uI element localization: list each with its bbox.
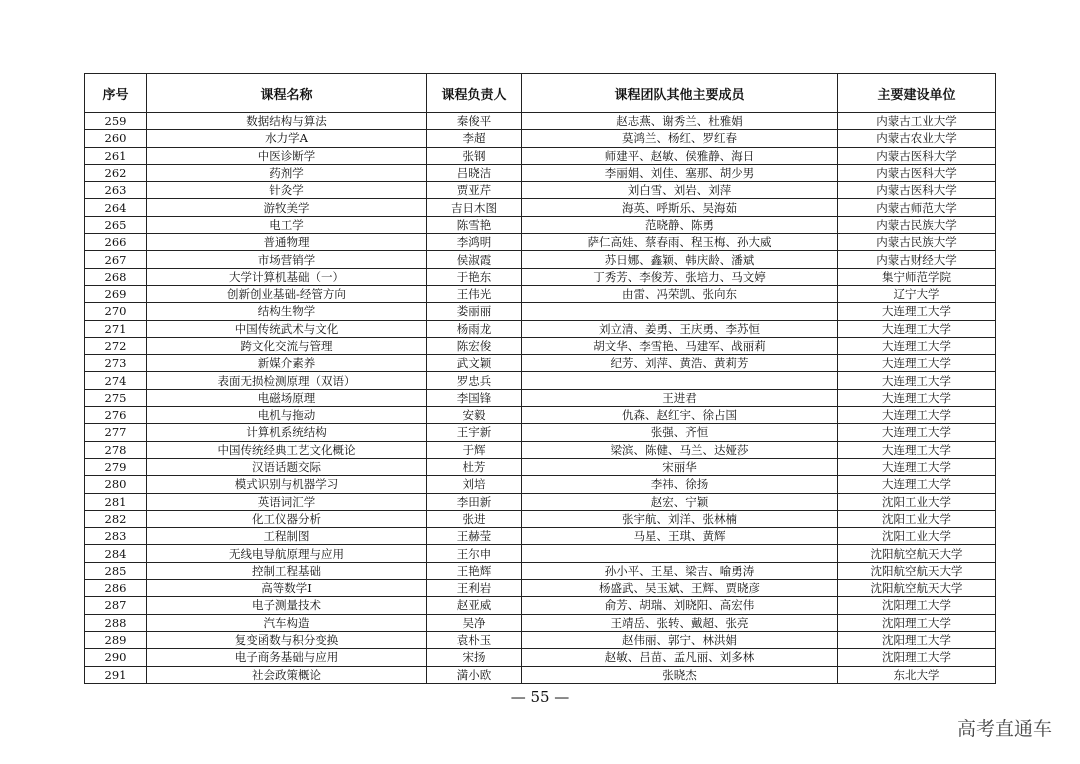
cell-course-name: 大学计算机基础（一）: [147, 268, 427, 285]
cell-institution: 内蒙古医科大学: [838, 164, 996, 181]
table-row: [85, 251, 996, 268]
cell-team-members: 刘立清、姜勇、王庆勇、李苏恒: [522, 320, 838, 337]
cell-serial: 286: [85, 580, 147, 597]
table-row: [85, 355, 996, 372]
cell-institution: 内蒙古财经大学: [838, 251, 996, 268]
header-institution: 主要建设单位: [838, 74, 996, 113]
cell-team-members: 张强、齐恒: [522, 424, 838, 441]
cell-serial: 285: [85, 562, 147, 579]
table-row: [85, 476, 996, 493]
course-table: [84, 73, 996, 684]
cell-team-members: 宋丽华: [522, 458, 838, 475]
cell-serial: 260: [85, 130, 147, 147]
cell-institution: 大连理工大学: [838, 389, 996, 406]
cell-team-members: 张晓杰: [522, 666, 838, 683]
table-row: [85, 528, 996, 545]
table-row: [85, 285, 996, 302]
table-row: [85, 545, 996, 562]
cell-serial: 290: [85, 649, 147, 666]
cell-course-lead: 陈雪艳: [427, 216, 522, 233]
cell-team-members: 马星、王琪、黄辉: [522, 528, 838, 545]
cell-team-members: 胡文华、李雪艳、马建军、战丽莉: [522, 337, 838, 354]
table-header-row: [85, 74, 996, 113]
cell-course-lead: 陈宏俊: [427, 337, 522, 354]
cell-course-name: 高等数学Ⅰ: [147, 580, 427, 597]
cell-course-name: 针灸学: [147, 182, 427, 199]
cell-institution: 大连理工大学: [838, 320, 996, 337]
cell-team-members: 师建平、赵敏、侯雅静、海日: [522, 147, 838, 164]
cell-course-lead: 杜芳: [427, 458, 522, 475]
cell-course-lead: 王伟光: [427, 285, 522, 302]
cell-team-members: 苏日娜、鑫颖、韩庆龄、潘斌: [522, 251, 838, 268]
cell-serial: 280: [85, 476, 147, 493]
table-row: [85, 458, 996, 475]
cell-serial: 264: [85, 199, 147, 216]
page-number: — 55 —: [510, 688, 570, 706]
cell-institution: 沈阳理工大学: [838, 614, 996, 631]
cell-serial: 266: [85, 234, 147, 251]
cell-course-name: 工程制图: [147, 528, 427, 545]
table-row: [85, 372, 996, 389]
cell-serial: 283: [85, 528, 147, 545]
cell-institution: 大连理工大学: [838, 424, 996, 441]
cell-institution: 集宁师范学院: [838, 268, 996, 285]
cell-team-members: 李祎、徐扬: [522, 476, 838, 493]
cell-institution: 沈阳航空航天大学: [838, 562, 996, 579]
cell-course-name: 电机与拖动: [147, 407, 427, 424]
table-row: [85, 303, 996, 320]
cell-course-lead: 袁朴玉: [427, 631, 522, 648]
cell-serial: 262: [85, 164, 147, 181]
cell-course-name: 模式识别与机器学习: [147, 476, 427, 493]
cell-course-lead: 李国锋: [427, 389, 522, 406]
cell-serial: 272: [85, 337, 147, 354]
cell-institution: 内蒙古工业大学: [838, 113, 996, 130]
table-row: [85, 424, 996, 441]
cell-institution: 沈阳理工大学: [838, 649, 996, 666]
table-row: [85, 199, 996, 216]
cell-course-lead: 王利岩: [427, 580, 522, 597]
table-row: [85, 562, 996, 579]
cell-course-lead: 王尔申: [427, 545, 522, 562]
cell-team-members: 范晓静、陈勇: [522, 216, 838, 233]
cell-team-members: [522, 303, 838, 320]
cell-team-members: 张宇航、刘洋、张林楠: [522, 510, 838, 527]
cell-institution: 沈阳理工大学: [838, 631, 996, 648]
cell-team-members: 仇森、赵红宇、徐占国: [522, 407, 838, 424]
cell-institution: 东北大学: [838, 666, 996, 683]
cell-serial: 287: [85, 597, 147, 614]
cell-course-lead: 杨雨龙: [427, 320, 522, 337]
table-row: [85, 580, 996, 597]
cell-institution: 大连理工大学: [838, 372, 996, 389]
cell-team-members: 莫鸿兰、杨红、罗红春: [522, 130, 838, 147]
cell-serial: 276: [85, 407, 147, 424]
cell-course-lead: 娄丽丽: [427, 303, 522, 320]
cell-team-members: 王靖岳、张转、戴超、张亮: [522, 614, 838, 631]
cell-course-name: 中医诊断学: [147, 147, 427, 164]
table-row: [85, 441, 996, 458]
cell-institution: 沈阳工业大学: [838, 528, 996, 545]
cell-team-members: 萨仁高娃、蔡春雨、程玉梅、孙大威: [522, 234, 838, 251]
cell-course-name: 跨文化交流与管理: [147, 337, 427, 354]
table-row: [85, 510, 996, 527]
table-row: [85, 113, 996, 130]
cell-serial: 278: [85, 441, 147, 458]
table-row: [85, 614, 996, 631]
header-course-name: 课程名称: [147, 74, 427, 113]
cell-team-members: 丁秀芳、李俊芳、张培力、马文婷: [522, 268, 838, 285]
cell-course-lead: 宋扬: [427, 649, 522, 666]
cell-team-members: 刘白雪、刘岩、刘萍: [522, 182, 838, 199]
cell-course-name: 市场营销学: [147, 251, 427, 268]
cell-course-name: 电工学: [147, 216, 427, 233]
cell-course-name: 中国传统武术与文化: [147, 320, 427, 337]
cell-course-lead: 罗忠兵: [427, 372, 522, 389]
cell-institution: 沈阳工业大学: [838, 493, 996, 510]
cell-course-name: 药剂学: [147, 164, 427, 181]
cell-institution: 大连理工大学: [838, 337, 996, 354]
cell-course-lead: 张进: [427, 510, 522, 527]
cell-course-lead: 侯淑霞: [427, 251, 522, 268]
table-row: [85, 268, 996, 285]
cell-serial: 259: [85, 113, 147, 130]
cell-team-members: 赵志燕、谢秀兰、杜雅娟: [522, 113, 838, 130]
cell-institution: 内蒙古医科大学: [838, 182, 996, 199]
cell-institution: 大连理工大学: [838, 458, 996, 475]
table-row: [85, 164, 996, 181]
cell-team-members: 梁滨、陈健、马兰、达娅莎: [522, 441, 838, 458]
cell-course-lead: 武文颖: [427, 355, 522, 372]
cell-course-name: 控制工程基础: [147, 562, 427, 579]
cell-course-name: 计算机系统结构: [147, 424, 427, 441]
cell-team-members: [522, 372, 838, 389]
cell-course-name: 化工仪器分析: [147, 510, 427, 527]
cell-serial: 265: [85, 216, 147, 233]
watermark-text: 高考直通车: [956, 718, 1052, 740]
cell-institution: 大连理工大学: [838, 303, 996, 320]
cell-course-lead: 吕晓洁: [427, 164, 522, 181]
table-row: [85, 493, 996, 510]
cell-serial: 269: [85, 285, 147, 302]
cell-team-members: 赵宏、宁颖: [522, 493, 838, 510]
cell-course-name: 结构生物学: [147, 303, 427, 320]
cell-institution: 内蒙古民族大学: [838, 216, 996, 233]
cell-team-members: 赵伟丽、郭宁、林洪娟: [522, 631, 838, 648]
cell-serial: 288: [85, 614, 147, 631]
cell-serial: 273: [85, 355, 147, 372]
cell-institution: 大连理工大学: [838, 476, 996, 493]
cell-course-name: 复变函数与积分变换: [147, 631, 427, 648]
cell-course-name: 水力学A: [147, 130, 427, 147]
cell-course-lead: 王宇新: [427, 424, 522, 441]
cell-course-lead: 王赫莹: [427, 528, 522, 545]
table-row: [85, 320, 996, 337]
cell-serial: 289: [85, 631, 147, 648]
cell-course-lead: 张钢: [427, 147, 522, 164]
cell-course-name: 创新创业基础-经管方向: [147, 285, 427, 302]
table-row: [85, 666, 996, 683]
cell-course-name: 数据结构与算法: [147, 113, 427, 130]
cell-team-members: 由雷、冯荣凯、张向东: [522, 285, 838, 302]
table-row: [85, 182, 996, 199]
table-row: [85, 649, 996, 666]
cell-course-name: 中国传统经典工艺文化概论: [147, 441, 427, 458]
cell-institution: 沈阳航空航天大学: [838, 580, 996, 597]
cell-serial: 281: [85, 493, 147, 510]
cell-team-members: 王进君: [522, 389, 838, 406]
cell-course-name: 普通物理: [147, 234, 427, 251]
cell-course-name: 电磁场原理: [147, 389, 427, 406]
cell-institution: 大连理工大学: [838, 407, 996, 424]
cell-institution: 内蒙古医科大学: [838, 147, 996, 164]
table-row: [85, 234, 996, 251]
header-team-members: 课程团队其他主要成员: [522, 74, 838, 113]
cell-course-name: 电子商务基础与应用: [147, 649, 427, 666]
table-row: [85, 216, 996, 233]
cell-institution: 大连理工大学: [838, 355, 996, 372]
table-row: [85, 147, 996, 164]
cell-serial: 282: [85, 510, 147, 527]
cell-serial: 261: [85, 147, 147, 164]
cell-institution: 沈阳工业大学: [838, 510, 996, 527]
cell-serial: 263: [85, 182, 147, 199]
cell-course-lead: 刘培: [427, 476, 522, 493]
cell-course-name: 游牧美学: [147, 199, 427, 216]
cell-course-lead: 吉日木图: [427, 199, 522, 216]
cell-serial: 267: [85, 251, 147, 268]
cell-institution: 内蒙古师范大学: [838, 199, 996, 216]
cell-course-lead: 満小欧: [427, 666, 522, 683]
cell-serial: 275: [85, 389, 147, 406]
cell-team-members: [522, 545, 838, 562]
cell-course-name: 表面无损检测原理（双语）: [147, 372, 427, 389]
cell-course-lead: 王艳辉: [427, 562, 522, 579]
table-row: [85, 407, 996, 424]
cell-institution: 沈阳理工大学: [838, 597, 996, 614]
cell-team-members: 海英、呼斯乐、吴海茹: [522, 199, 838, 216]
cell-serial: 291: [85, 666, 147, 683]
cell-serial: 284: [85, 545, 147, 562]
cell-course-lead: 赵亚威: [427, 597, 522, 614]
cell-serial: 277: [85, 424, 147, 441]
cell-course-name: 汽车构造: [147, 614, 427, 631]
cell-course-name: 社会政策概论: [147, 666, 427, 683]
cell-institution: 内蒙古农业大学: [838, 130, 996, 147]
cell-serial: 268: [85, 268, 147, 285]
cell-course-lead: 吴净: [427, 614, 522, 631]
cell-course-lead: 贾亚芹: [427, 182, 522, 199]
cell-course-lead: 李鸿明: [427, 234, 522, 251]
table-row: [85, 130, 996, 147]
table-row: [85, 337, 996, 354]
cell-course-name: 英语词汇学: [147, 493, 427, 510]
cell-course-lead: 李田新: [427, 493, 522, 510]
cell-serial: 270: [85, 303, 147, 320]
cell-serial: 279: [85, 458, 147, 475]
cell-course-name: 无线电导航原理与应用: [147, 545, 427, 562]
cell-course-lead: 于艳东: [427, 268, 522, 285]
cell-team-members: 俞芳、胡瑞、刘晓阳、高宏伟: [522, 597, 838, 614]
cell-institution: 内蒙古民族大学: [838, 234, 996, 251]
table-row: [85, 389, 996, 406]
cell-institution: 沈阳航空航天大学: [838, 545, 996, 562]
cell-team-members: 孙小平、王星、梁吉、喻勇涛: [522, 562, 838, 579]
table-row: [85, 597, 996, 614]
cell-course-lead: 秦俊平: [427, 113, 522, 130]
cell-institution: 大连理工大学: [838, 441, 996, 458]
cell-institution: 辽宁大学: [838, 285, 996, 302]
cell-team-members: 赵敏、吕苗、孟凡丽、刘多林: [522, 649, 838, 666]
cell-course-name: 新媒介素养: [147, 355, 427, 372]
cell-team-members: 李丽娟、刘佳、塞那、胡少男: [522, 164, 838, 181]
cell-course-lead: 李超: [427, 130, 522, 147]
header-serial: 序号: [85, 74, 147, 113]
cell-course-lead: 安毅: [427, 407, 522, 424]
table-body: [85, 113, 996, 684]
cell-serial: 274: [85, 372, 147, 389]
table-row: [85, 631, 996, 648]
cell-team-members: 纪芳、刘萍、黄浩、黄莉芳: [522, 355, 838, 372]
cell-team-members: 杨盛武、吴玉斌、王辉、贾晓彦: [522, 580, 838, 597]
header-course-lead: 课程负责人: [427, 74, 522, 113]
cell-course-lead: 于辉: [427, 441, 522, 458]
cell-course-name: 电子测量技术: [147, 597, 427, 614]
cell-serial: 271: [85, 320, 147, 337]
cell-course-name: 汉语话题交际: [147, 458, 427, 475]
